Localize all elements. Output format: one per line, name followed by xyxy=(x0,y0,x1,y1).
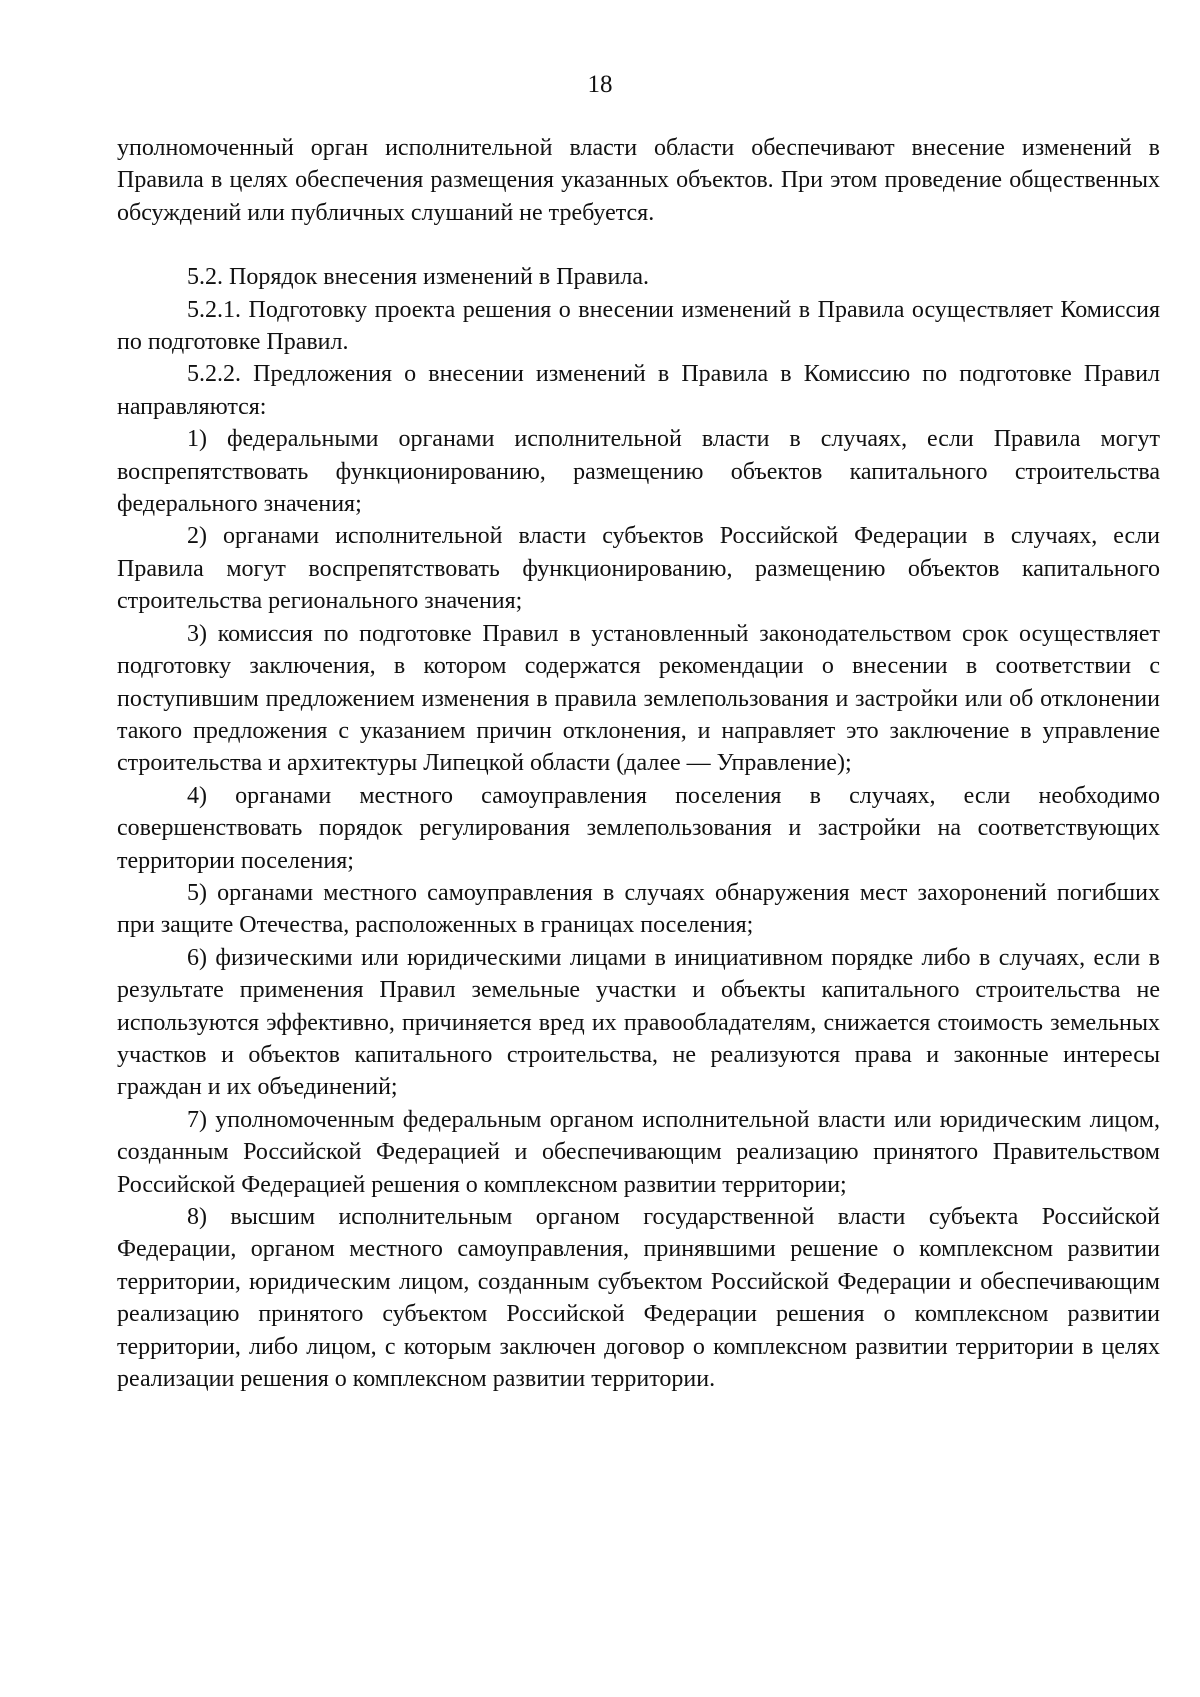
section-heading-5-2: 5.2. Порядок внесения изменений в Правила. xyxy=(187,264,649,291)
paragraph-5-2-2: 5.2.2. Предложения о внесении изменений в Правила в Комиссию по подготовке Правил направляются: xyxy=(117,361,1160,420)
list-item-7: 7) уполномоченным федеральным органом исполнительной власти или юридическим лицом, созданным Российской Федерацией и обеспечивающим реализацию принятого Правительством Российской Федерацией решения о комплексном развитии территории; xyxy=(117,1106,1160,1198)
list-item-2: 2) органами исполнительной власти субъектов Российской Федерации в случаях, если Правила могут воспрепятствовать функционированию, размещению объектов капитального строительства регионального значения; xyxy=(117,523,1160,615)
list-item-5: 5) органами местного самоуправления в случаях обнаружения мест захоронений погибших при защите Отечества, расположенных в границах поселения; xyxy=(117,879,1160,939)
list-item-3: 3) комиссия по подготовке Правил в установленный законодательством срок осуществляет подготовку заключения, в котором содержатся рекомендации о внесении в соответствии с поступившим предложением изменения в правила землепользования и застройки или об отклонении такого предложения с указанием причин отклонения, и направляет это заключение в управление строительства и архитектуры Липецкой области (далее — Управление); xyxy=(117,620,1160,777)
page-number: 18 xyxy=(587,71,613,98)
list-item-4: 4) органами местного самоуправления поселения в случаях, если необходимо совершенствовать порядок регулирования землепользования и застройки на соответствующих территории поселения; xyxy=(117,782,1160,874)
list-item-6: 6) физическими или юридическими лицами в инициативном порядке либо в случаях, если в результате применения Правил земельные участки и объекты капитального строительства не используются эффективно, причиняется вред их правообладателям, снижается стоимость земельных участков и объектов капитального строительства, не реализуются права и законные интересы граждан и их объединений; xyxy=(117,944,1160,1101)
list-item-8: 8) высшим исполнительным органом государственной власти субъекта Российской Федерации, органом местного самоуправления, принявшими решение о комплексном развитии территории, юридическим лицом, созданным субъектом Российской Федерации и обеспечивающим реализацию принятого субъектом Российской Федерации решения о комплексном развитии территории, либо лицом, с которым заключен договор о комплексном развитии территории в целях реализации решения о комплексном развитии территории. xyxy=(117,1204,1160,1393)
paragraph-5-2-1: 5.2.1. Подготовку проекта решения о внесении изменений в Правила осуществляет Комиссия по подготовке Правил. xyxy=(117,296,1160,356)
paragraph-continuation: уполномоченный орган исполнительной власти области обеспечивают внесение изменений в Правила в целях обеспечения размещения указанных объектов. При этом проведение общественных обсуждений или публичных слушаний не требуется. xyxy=(117,135,1160,226)
document-body xyxy=(117,132,1160,1395)
list-item-1: 1) федеральными органами исполнительной власти в случаях, если Правила могут воспрепятствовать функционированию, размещению объектов капитального строительства федерального значения; xyxy=(117,426,1160,518)
